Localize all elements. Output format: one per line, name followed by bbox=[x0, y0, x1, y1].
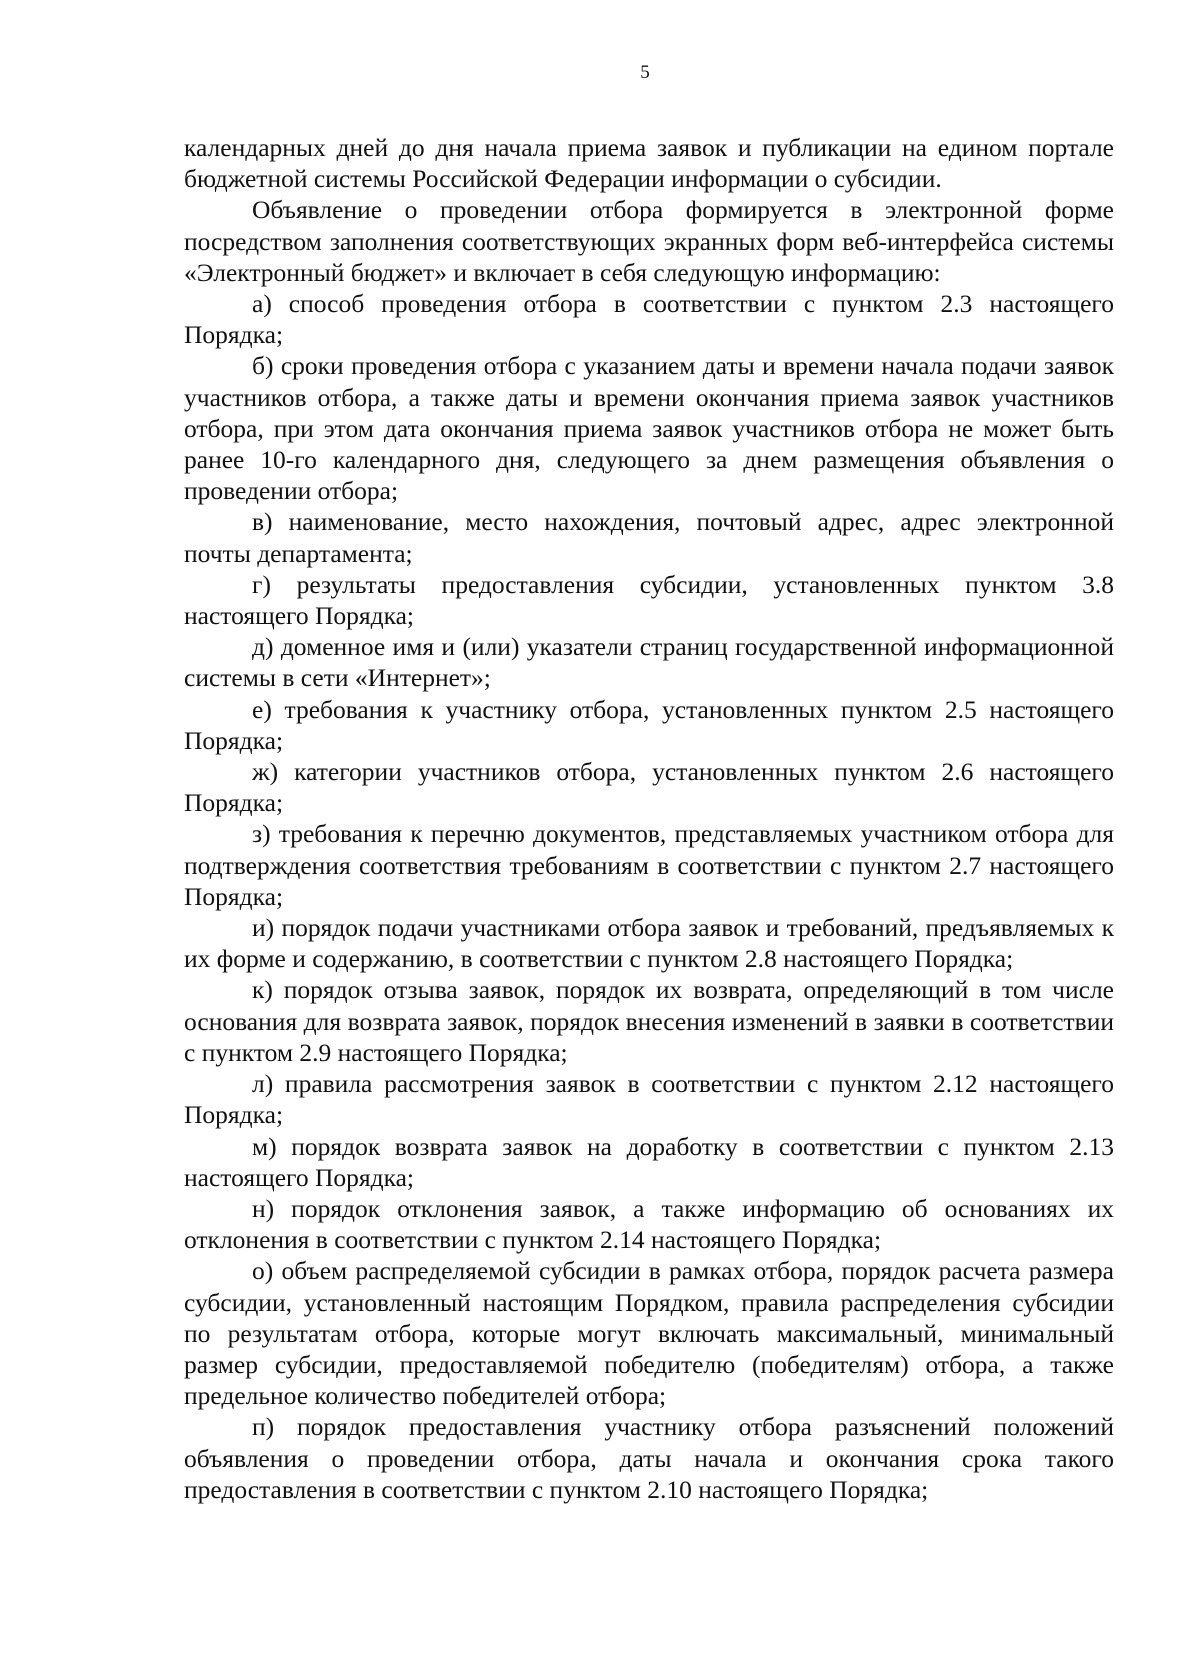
paragraph: в) наименование, место нахождения, почтовый адрес, адрес электронной почты департамента; bbox=[184, 507, 1114, 568]
paragraph: Объявление о проведении отбора формируется в электронной форме посредством заполнения соответствующих экранных форм веб-интерфейса системы «Электронный бюджет» и включает в себя следующую информацию: bbox=[184, 195, 1114, 287]
paragraph: а) способ проведения отбора в соответствии с пунктом 2.3 настоящего Порядка; bbox=[184, 289, 1114, 350]
document-body bbox=[184, 132, 1114, 1505]
paragraph: к) порядок отзыва заявок, порядок их возврата, определяющий в том числе основания для возврата заявок, порядок внесения изменений в заявки в соответствии с пунктом 2.9 настоящего Порядка; bbox=[184, 975, 1114, 1067]
paragraph: д) доменное имя и (или) указатели страниц государственной информационной системы в сети «Интернет»; bbox=[184, 632, 1114, 693]
paragraph: и) порядок подачи участниками отбора заявок и требований, предъявляемых к их форме и содержанию, в соответствии с пунктом 2.8 настоящего Порядка; bbox=[184, 913, 1114, 974]
paragraph: календарных дней до дня начала приема заявок и публикации на едином портале бюджетной системы Российской Федерации информации о субсидии. bbox=[184, 133, 1114, 194]
paragraph: е) требования к участнику отбора, установленных пунктом 2.5 настоящего Порядка; bbox=[184, 694, 1114, 755]
paragraph: п) порядок предоставления участнику отбора разъяснений положений объявления о проведении отбора, даты начала и окончания срока такого предоставления в соответствии с пунктом 2.10 настоящего Порядка; bbox=[184, 1412, 1114, 1504]
paragraph: о) объем распределяемой субсидии в рамках отбора, порядок расчета размера субсидии, установленный настоящим Порядком, правила распределения субсидии по результатам отбора, которые могут включать максимальный, минимальный размер субсидии, предоставляемой победителю (победителям) отбора, а также предельное количество победителей отбора; bbox=[184, 1256, 1114, 1411]
paragraph: л) правила рассмотрения заявок в соответствии с пунктом 2.12 настоящего Порядка; bbox=[184, 1069, 1114, 1130]
paragraph: н) порядок отклонения заявок, а также информацию об основаниях их отклонения в соответствии с пунктом 2.14 настоящего Порядка; bbox=[184, 1193, 1114, 1255]
paragraph: б) сроки проведения отбора с указанием даты и времени начала подачи заявок участников отбора, а также даты и времени окончания приема заявок участников отбора, при этом дата окончания приема заявок участников отбора не может быть ранее 10-го календарного дня, следующего за днем размещения объявления о проведении отбора; bbox=[184, 351, 1114, 506]
page-number: 5 bbox=[640, 62, 650, 83]
paragraph: г) результаты предоставления субсидии, установленных пунктом 3.8 настоящего Порядка; bbox=[184, 569, 1114, 631]
paragraph: з) требования к перечню документов, представляемых участником отбора для подтверждения соответствия требованиям в соответствии с пунктом 2.7 настоящего Порядка; bbox=[184, 819, 1114, 911]
paragraph: м) порядок возврата заявок на доработку в соответствии с пунктом 2.13 настоящего Порядка; bbox=[184, 1131, 1114, 1192]
paragraph: ж) категории участников отбора, установленных пунктом 2.6 настоящего Порядка; bbox=[184, 757, 1114, 818]
